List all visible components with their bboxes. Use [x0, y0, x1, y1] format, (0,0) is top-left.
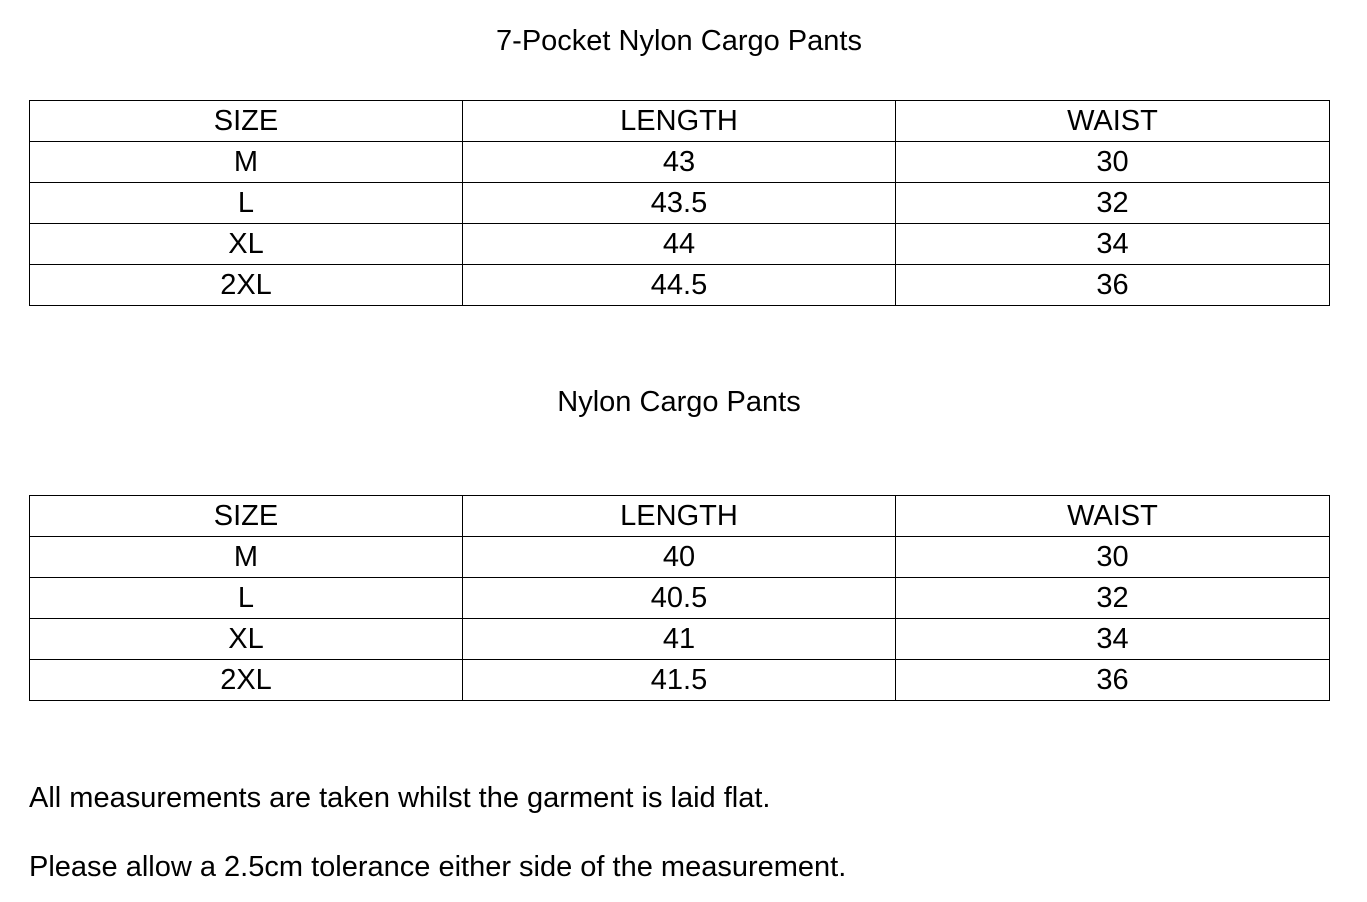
cell-waist: 36 — [896, 660, 1330, 701]
header-length: LENGTH — [463, 496, 896, 537]
size-table-7-pocket-nylon-cargo-pants — [29, 100, 1330, 306]
measurement-note: All measurements are taken whilst the garment is laid flat. — [29, 782, 771, 814]
table-row — [30, 265, 1330, 306]
cell-size: L — [30, 183, 463, 224]
cell-length: 43.5 — [463, 183, 896, 224]
cell-length: 44 — [463, 224, 896, 265]
cell-size: M — [30, 142, 463, 183]
table-row — [30, 619, 1330, 660]
header-length: LENGTH — [463, 101, 896, 142]
cell-waist: 30 — [896, 537, 1330, 578]
cell-waist: 36 — [896, 265, 1330, 306]
cell-length: 44.5 — [463, 265, 896, 306]
cell-size: XL — [30, 619, 463, 660]
table-row — [30, 224, 1330, 265]
cell-size: M — [30, 537, 463, 578]
table-header-row — [30, 496, 1330, 537]
cell-length: 43 — [463, 142, 896, 183]
table-row — [30, 578, 1330, 619]
cell-size: 2XL — [30, 660, 463, 701]
header-size: SIZE — [30, 101, 463, 142]
cell-length: 40.5 — [463, 578, 896, 619]
cell-waist: 30 — [896, 142, 1330, 183]
table-row — [30, 537, 1330, 578]
tolerance-note: Please allow a 2.5cm tolerance either side of the measurement. — [29, 851, 847, 883]
table-row — [30, 183, 1330, 224]
cell-waist: 32 — [896, 183, 1330, 224]
cell-waist: 34 — [896, 224, 1330, 265]
cell-waist: 34 — [896, 619, 1330, 660]
cell-length: 41.5 — [463, 660, 896, 701]
header-waist: WAIST — [896, 496, 1330, 537]
cell-length: 41 — [463, 619, 896, 660]
cell-size: L — [30, 578, 463, 619]
size-table-nylon-cargo-pants — [29, 495, 1330, 701]
cell-size: XL — [30, 224, 463, 265]
cell-length: 40 — [463, 537, 896, 578]
table-row — [30, 660, 1330, 701]
table-title-nylon-cargo-pants: Nylon Cargo Pants — [557, 386, 801, 418]
table-row — [30, 142, 1330, 183]
cell-size: 2XL — [30, 265, 463, 306]
header-waist: WAIST — [896, 101, 1330, 142]
table-title-7-pocket-nylon-cargo-pants: 7-Pocket Nylon Cargo Pants — [496, 25, 862, 57]
header-size: SIZE — [30, 496, 463, 537]
cell-waist: 32 — [896, 578, 1330, 619]
table-header-row — [30, 101, 1330, 142]
